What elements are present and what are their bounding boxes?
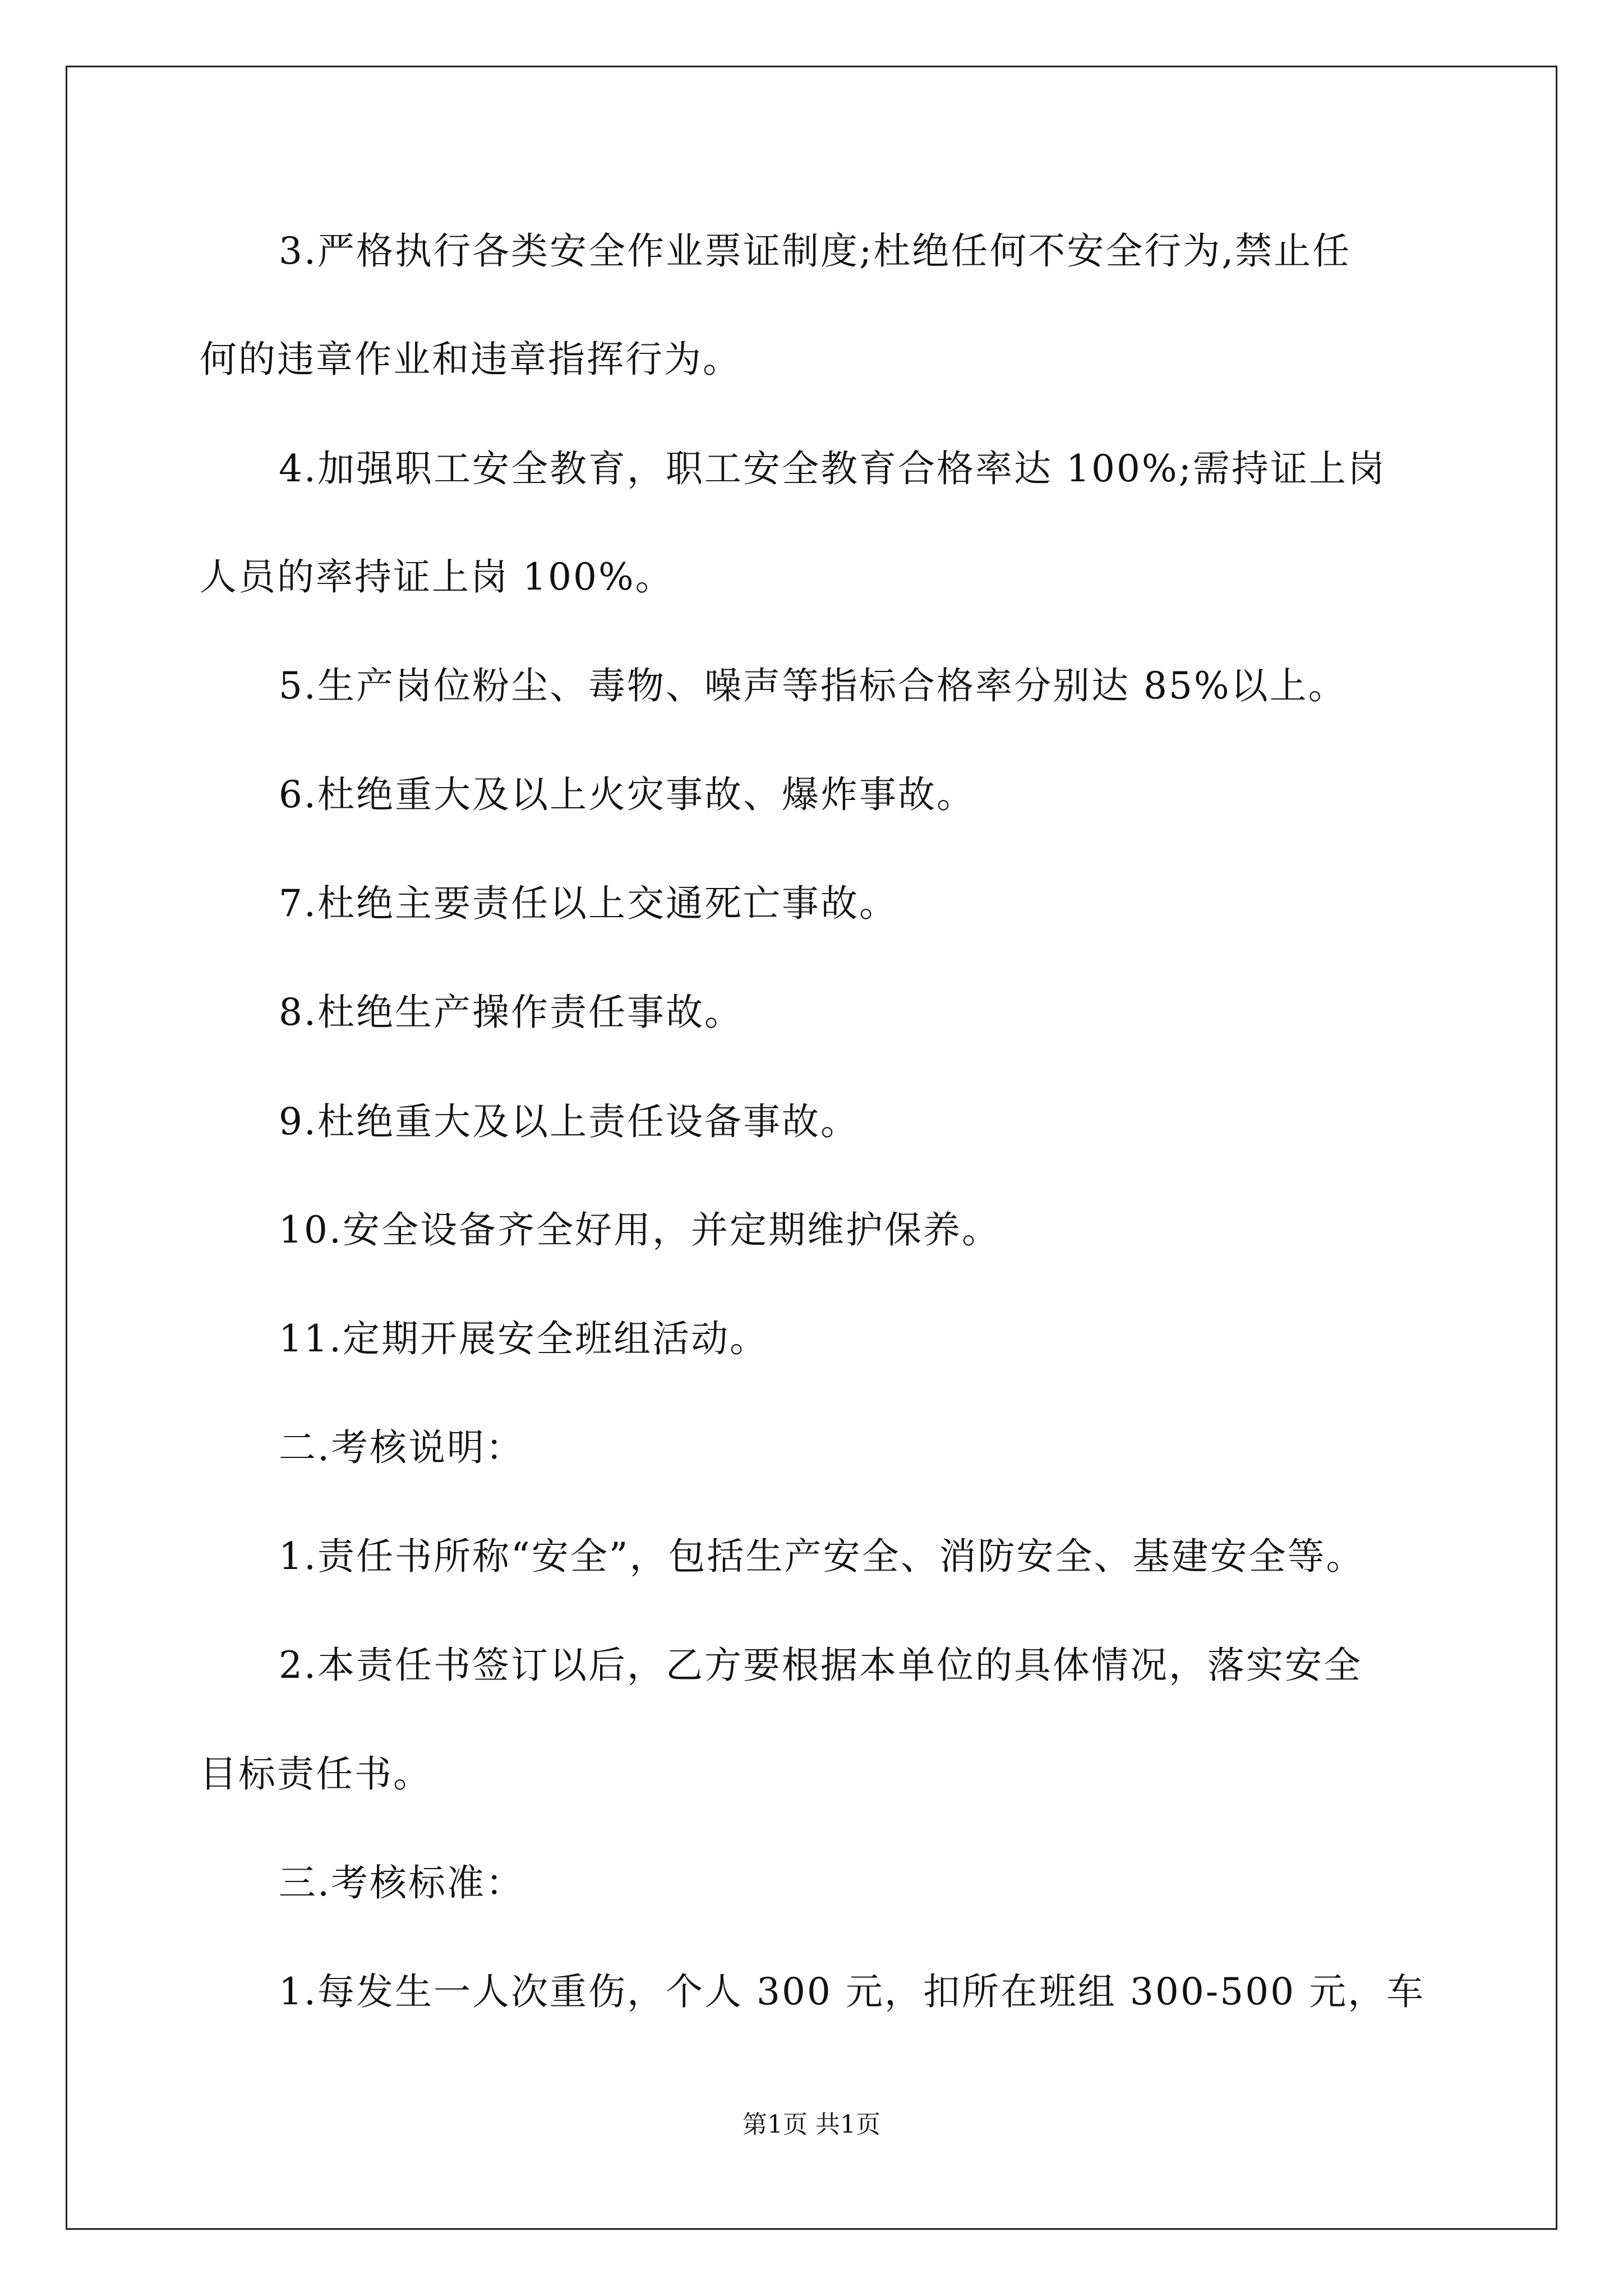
text-line: 8.杜绝生产操作责任事故。: [279, 991, 743, 1034]
text-line: 1.责任书所称“安全”，包括生产安全、消防安全、基建安全等。: [279, 1535, 1365, 1578]
section-heading: 二.考核说明：: [279, 1426, 524, 1469]
text-line: 10.安全设备齐全好用，并定期维护保养。: [279, 1208, 1000, 1251]
section-heading: 三.考核标准：: [279, 1861, 524, 1904]
text-line: 9.杜绝重大及以上责任设备事故。: [279, 1100, 859, 1143]
text-line: 5.生产岗位粉尘、毒物、噪声等指标合格率分别达 85%以上。: [279, 664, 1347, 707]
text-line: 目标责任书。: [200, 1752, 432, 1796]
text-line: 何的违章作业和违章指挥行为。: [200, 338, 741, 381]
text-line: 2.本责任书签订以后，乙方要根据本单位的具体情况，落实安全: [279, 1644, 1362, 1687]
page-footer: 第1页 共1页: [743, 2110, 880, 2139]
text-line: 3.严格执行各类安全作业票证制度;杜绝任何不安全行为,禁止任: [279, 229, 1352, 273]
text-line: 7.杜绝主要责任以上交通死亡事故。: [279, 882, 898, 925]
text-line: 4.加强职工安全教育，职工安全教育合格率达 100%;需持证上岗: [279, 447, 1386, 490]
text-line: 11.定期开展安全班组活动。: [279, 1317, 768, 1360]
text-line: 1.每发生一人次重伤，个人 300 元，扣所在班组 300-500 元，车: [279, 1970, 1426, 2013]
text-line: 6.杜绝重大及以上火灾事故、爆炸事故。: [279, 773, 975, 816]
text-line: 人员的率持证上岗 100%。: [200, 555, 674, 599]
